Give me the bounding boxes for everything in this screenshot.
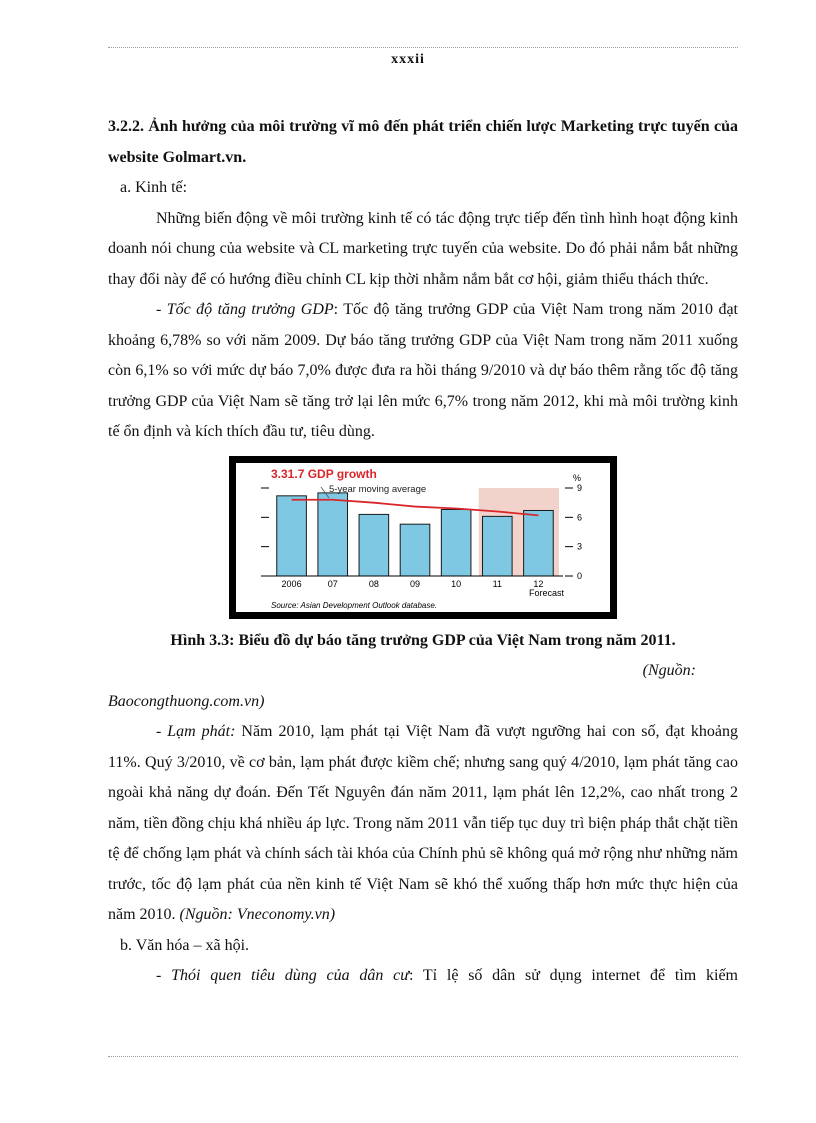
x-tick-label: 07 xyxy=(327,578,338,589)
bar-10 xyxy=(441,509,471,575)
gdp-dash: - xyxy=(156,301,167,318)
gdp-text: : Tốc độ tăng trưởng GDP của Việt Nam trong năm 2010 đạt khoảng 6,78% so với năm 2009. Dự báo tăng trưởng GDP của Việt Nam trong năm 2011 xuống còn 6,1% so với mức dự báo 7,0% được đưa ra hồi tháng 9/2010 và dự báo thêm rằng tốc độ tăng trưởng GDP của Việt Nam sẽ tăng trở lại lên mức 6,7% trong năm 2012, khi mà môi trường kinh tế ổn định và kích thích đầu tư, tiêu dùng. xyxy=(108,301,739,440)
x-tick-label: 10 xyxy=(451,578,462,589)
x-tick-label: 11 xyxy=(492,578,502,589)
x-tick-label: 09 xyxy=(409,578,421,589)
figure-caption: Hình 3.3: Biểu đồ dự báo tăng trưởng GDP của Việt Nam trong năm 2011. xyxy=(170,631,676,649)
header-rule xyxy=(108,47,738,48)
habits-text: : Tỉ lệ số dân sử dụng internet để tìm kiếm xyxy=(409,967,739,984)
page-number: xxxii xyxy=(391,52,425,67)
habits-dash: - xyxy=(156,967,172,984)
bar-2006 xyxy=(277,495,307,575)
x-tick-label: 12 xyxy=(533,578,544,589)
chart-source: Source: Asian Development Outlook database. xyxy=(271,600,438,610)
chart-title: 3.31.7 GDP growth xyxy=(271,466,377,481)
bar-09 xyxy=(400,524,430,576)
footer-rule xyxy=(108,1056,738,1057)
bar-08 xyxy=(359,514,389,576)
y-tick-label: 3 xyxy=(577,541,583,552)
y-tick-label: 0 xyxy=(577,570,583,581)
inflation-text: Năm 2010, lạm phát tại Việt Nam đã vượt ngưỡng hai con số, đạt khoảng 11%. Quý 3/2010, về cơ bản, lạm phát được kiềm chế; nhưng sang quý 4/2010, lạm phát tăng cao ngoài khả năng dự đoán. Đến Tết Nguyên đán năm 2011, lạm phát lên 12,2%, cao nhất trong 2 năm, tiền đồng chịu khá nhiều áp lực. Trong năm 2011 vẫn tiếp tục duy trì biện pháp thắt chặt tiền tệ để chống lạm phát và chính sách tài khóa của Chính phủ sẽ không quá mở rộng như những năm trước, tốc độ lạm phát của nền kinh tế Việt Nam sẽ khó thể xuống thấp hơn mức thực hiện của năm 2010. xyxy=(108,723,738,923)
y-tick-label: 9 xyxy=(577,482,583,493)
inflation-label: Lạm phát: xyxy=(167,723,236,740)
habits-label: Thói quen tiêu dùng của dân cư xyxy=(171,967,409,984)
gdp-paragraph xyxy=(108,295,738,448)
y-tick-label: 6 xyxy=(577,511,583,522)
bar-12 xyxy=(524,510,554,576)
x-tick-label: 08 xyxy=(368,578,379,589)
figure-source-open: (Nguồn: xyxy=(642,662,696,679)
figure-source-site: Baocongthuong.com.vn) xyxy=(108,692,265,710)
x-tick-label: 2006 xyxy=(281,578,302,589)
y-unit-label: % xyxy=(573,472,582,483)
inflation-dash: - xyxy=(156,723,168,740)
forecast-label: Forecast xyxy=(529,587,565,598)
gdp-chart-figure xyxy=(229,456,617,619)
page-content xyxy=(108,112,738,992)
intro-paragraph: Những biến động về môi trường kinh tế có tác động trực tiếp đến tình hình hoạt động kinh doanh nói chung của website và CL marketing trực tuyến của website. Do đó phải nắm bắt những thay đổi này để có hướng điều chỉnh CL kịp thời nhằm nắm bắt cơ hội, giảm thiểu thách thức. xyxy=(108,209,738,288)
bar-07 xyxy=(318,492,348,575)
inflation-source: (Nguồn: Vneconomy.vn) xyxy=(179,906,336,923)
bar-11 xyxy=(482,516,512,576)
subheading-culture: b. Văn hóa – xã hội. xyxy=(120,936,250,954)
figure-block xyxy=(108,450,738,626)
gdp-chart xyxy=(229,456,617,619)
inflation-paragraph xyxy=(108,717,738,931)
habits-paragraph xyxy=(108,961,738,992)
gdp-label: Tốc độ tăng trưởng GDP xyxy=(166,301,334,318)
section-heading: 3.2.2. Ảnh hưởng của môi trường vĩ mô đến phát triển chiến lược Marketing trực tuyến của website Golmart.vn. xyxy=(108,118,738,166)
subheading-economy: a. Kinh tế: xyxy=(120,179,188,196)
chart-subtitle: 5-year moving average xyxy=(329,483,427,495)
